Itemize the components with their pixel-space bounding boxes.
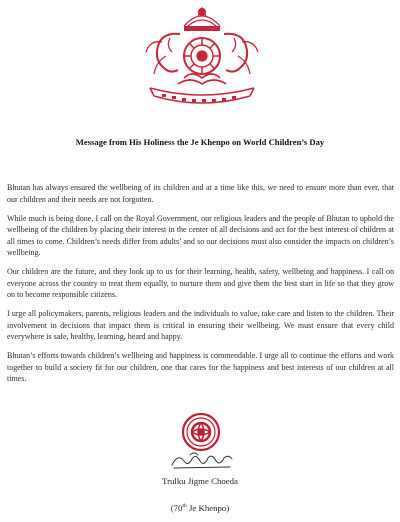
- signatory-name: Trulku Jigme Choeda: [162, 476, 238, 486]
- paragraph: I urge all policymakers, parents, religious leaders and the individuals to value, take care and listen to the children. Their involvement in decisions that impact them is critical in ensuring their wellbeing. We must ensure that every child everywhere is safe, healthy, learning, heard and happy.: [7, 309, 394, 341]
- paragraph: Bhutan’s efforts towards children’s wellbeing and happiness is commendable. I urge all to continue the efforts and work together to build a society fit for our children, one that cares for the happiness and best interests of our children at all times.: [7, 351, 394, 383]
- paragraph: Bhutan has always ensured the wellbeing of its children and at a time like this, we need to ensure more than ever, that our children and their needs are not forgotten.: [7, 183, 394, 204]
- signatory-title: [0, 503, 400, 513]
- handwritten-signature: [168, 449, 238, 471]
- margin-mark: ‘: [1, 329, 3, 335]
- signatory-title-close: Je Khenpo): [186, 503, 230, 513]
- paragraph: While much is being done, I call on the Royal Government, our religious leaders and the people of Bhutan to uphold the wellbeing of the children by placing their interest in the center of all decisions and act for the best interest of children at all times to come. Children’s needs differ from adults’ and so our decisions must also consider the impacts on children’s wellbeing.: [7, 213, 394, 257]
- letter-body: [7, 182, 394, 392]
- signatory-title-text: [171, 503, 230, 513]
- signatory-title-open: (70: [170, 503, 183, 513]
- official-seal: [181, 412, 221, 452]
- emblem-logo: [140, 4, 264, 112]
- letter-title: Message from His Holiness the Je Khenpo on World Children’s Day: [75, 137, 325, 147]
- signatory-title-ordinal: th: [182, 503, 187, 510]
- paragraph: Our children are the future, and they look up to us for their learning, health, safety, wellbeing and happiness. I call on everyone across the country to treat them equally, to nurture them and give them the best start in life so that they grow on to become responsible citizens.: [7, 267, 394, 299]
